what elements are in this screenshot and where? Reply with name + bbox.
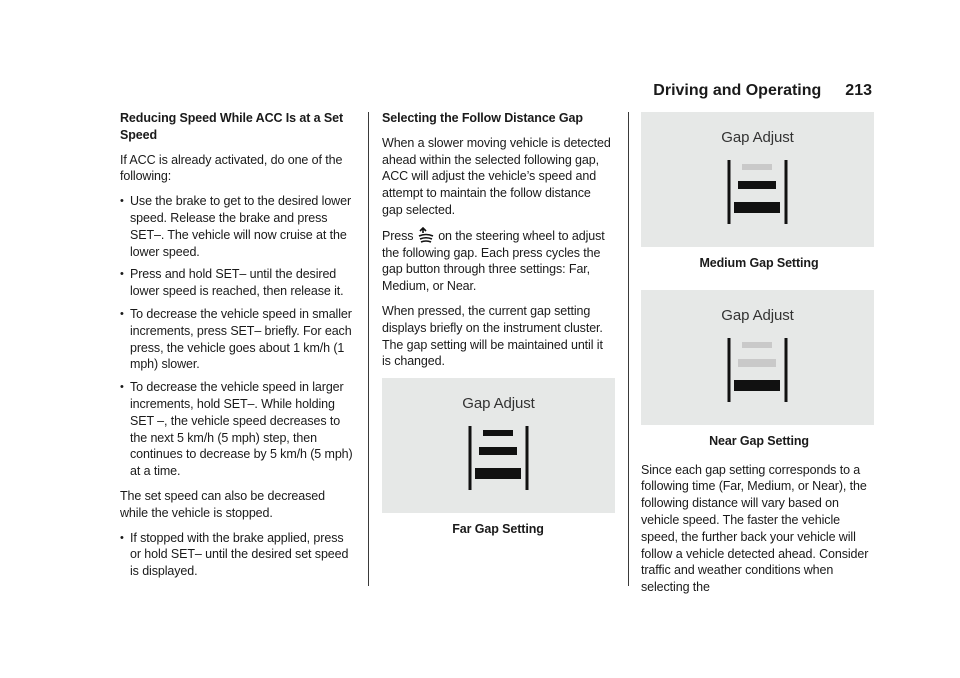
- figure-title: Gap Adjust: [462, 395, 535, 413]
- gap-bar: [483, 430, 513, 436]
- paragraph-press: Press on the steering wheel to adjust the following gap. Each press cycles the gap button through three settings: Far, Medium, or Near.: [382, 228, 605, 294]
- paragraph: Since each gap setting corresponds to a following time (Far, Medium, or Near), the following distance will vary based on vehicle speed. The faster the vehicle speed, the further back your vehicle will follow a vehicle detected ahead. Consider traffic and weather conditions when selecting the: [641, 462, 869, 595]
- gap-bar: [479, 447, 517, 455]
- section-title: Driving and Operating: [653, 82, 822, 99]
- gap-bar: [742, 164, 772, 170]
- page-header: [653, 82, 872, 100]
- list-item: • Press and hold SET– until the desired lower speed is reached, then release it.: [120, 267, 344, 299]
- bullet-icon: •: [120, 531, 124, 544]
- column-3: [641, 112, 877, 604]
- heading-reducing-speed: Reducing Speed While ACC Is at a Set Speed: [120, 111, 344, 142]
- bullet-icon: •: [120, 381, 124, 394]
- gap-figure-medium: [641, 112, 874, 247]
- figure-caption: Near Gap Setting: [709, 433, 809, 448]
- bullet-icon: •: [120, 268, 124, 281]
- gap-bar: [734, 380, 780, 391]
- follow-gap-icon: [417, 227, 435, 243]
- page-number: 213: [845, 82, 872, 99]
- column-1: [120, 110, 356, 588]
- list-item: • To decrease the vehicle speed in larger increments, hold SET–. While holding SET –, the vehicle speed decreases to the next 5 km/h (5 mph) step, then continues to decrease by 5 km/h (5 mph) at a time.: [120, 380, 353, 479]
- gap-bar: [475, 468, 521, 479]
- gap-bar: [738, 181, 776, 189]
- gap-figure-near: [641, 290, 874, 425]
- column-divider: [368, 112, 369, 586]
- paragraph: The set speed can also be decreased while the vehicle is stopped.: [120, 488, 325, 520]
- intro-text: If ACC is already activated, do one of the following:: [120, 152, 343, 184]
- list-item: • To decrease the vehicle speed in smaller increments, press SET– briefly. For each press, the vehicle goes about 1 km/h (1 mph) slower.: [120, 306, 352, 372]
- figure-title: Gap Adjust: [721, 306, 794, 324]
- gap-bar: [742, 342, 772, 348]
- column-divider: [628, 112, 629, 586]
- bullet-list: [120, 193, 356, 480]
- heading-follow-gap: Selecting the Follow Distance Gap: [382, 111, 583, 125]
- paragraph: When pressed, the current gap setting displays briefly on the instrument cluster. The gap setting will be maintained until it is changed.: [382, 303, 603, 369]
- bullet-icon: •: [120, 307, 124, 320]
- bullet-list: [120, 530, 356, 580]
- gap-graphic: [641, 112, 874, 247]
- gap-graphic: [641, 290, 874, 425]
- paragraph: When a slower moving vehicle is detected ahead within the selected following gap, ACC will adjust the vehicle’s speed and attempt to maintain the follow distance gap selected.: [382, 135, 611, 217]
- list-item: • Use the brake to get to the desired lower speed. Release the brake and press SET–. The vehicle will now cruise at the lower speed.: [120, 194, 352, 259]
- figure-caption: Far Gap Setting: [452, 522, 544, 537]
- gap-bar: [734, 202, 780, 213]
- column-2: [382, 110, 614, 550]
- figure-caption: Medium Gap Setting: [699, 256, 819, 270]
- list-item: • If stopped with the brake applied, press or hold SET– until the desired set speed is displayed.: [120, 530, 349, 579]
- gap-figure-far: [382, 378, 615, 513]
- figure-title: Gap Adjust: [721, 129, 794, 146]
- gap-graphic: [382, 378, 615, 513]
- gap-bar: [738, 359, 776, 367]
- bullet-icon: •: [120, 195, 124, 208]
